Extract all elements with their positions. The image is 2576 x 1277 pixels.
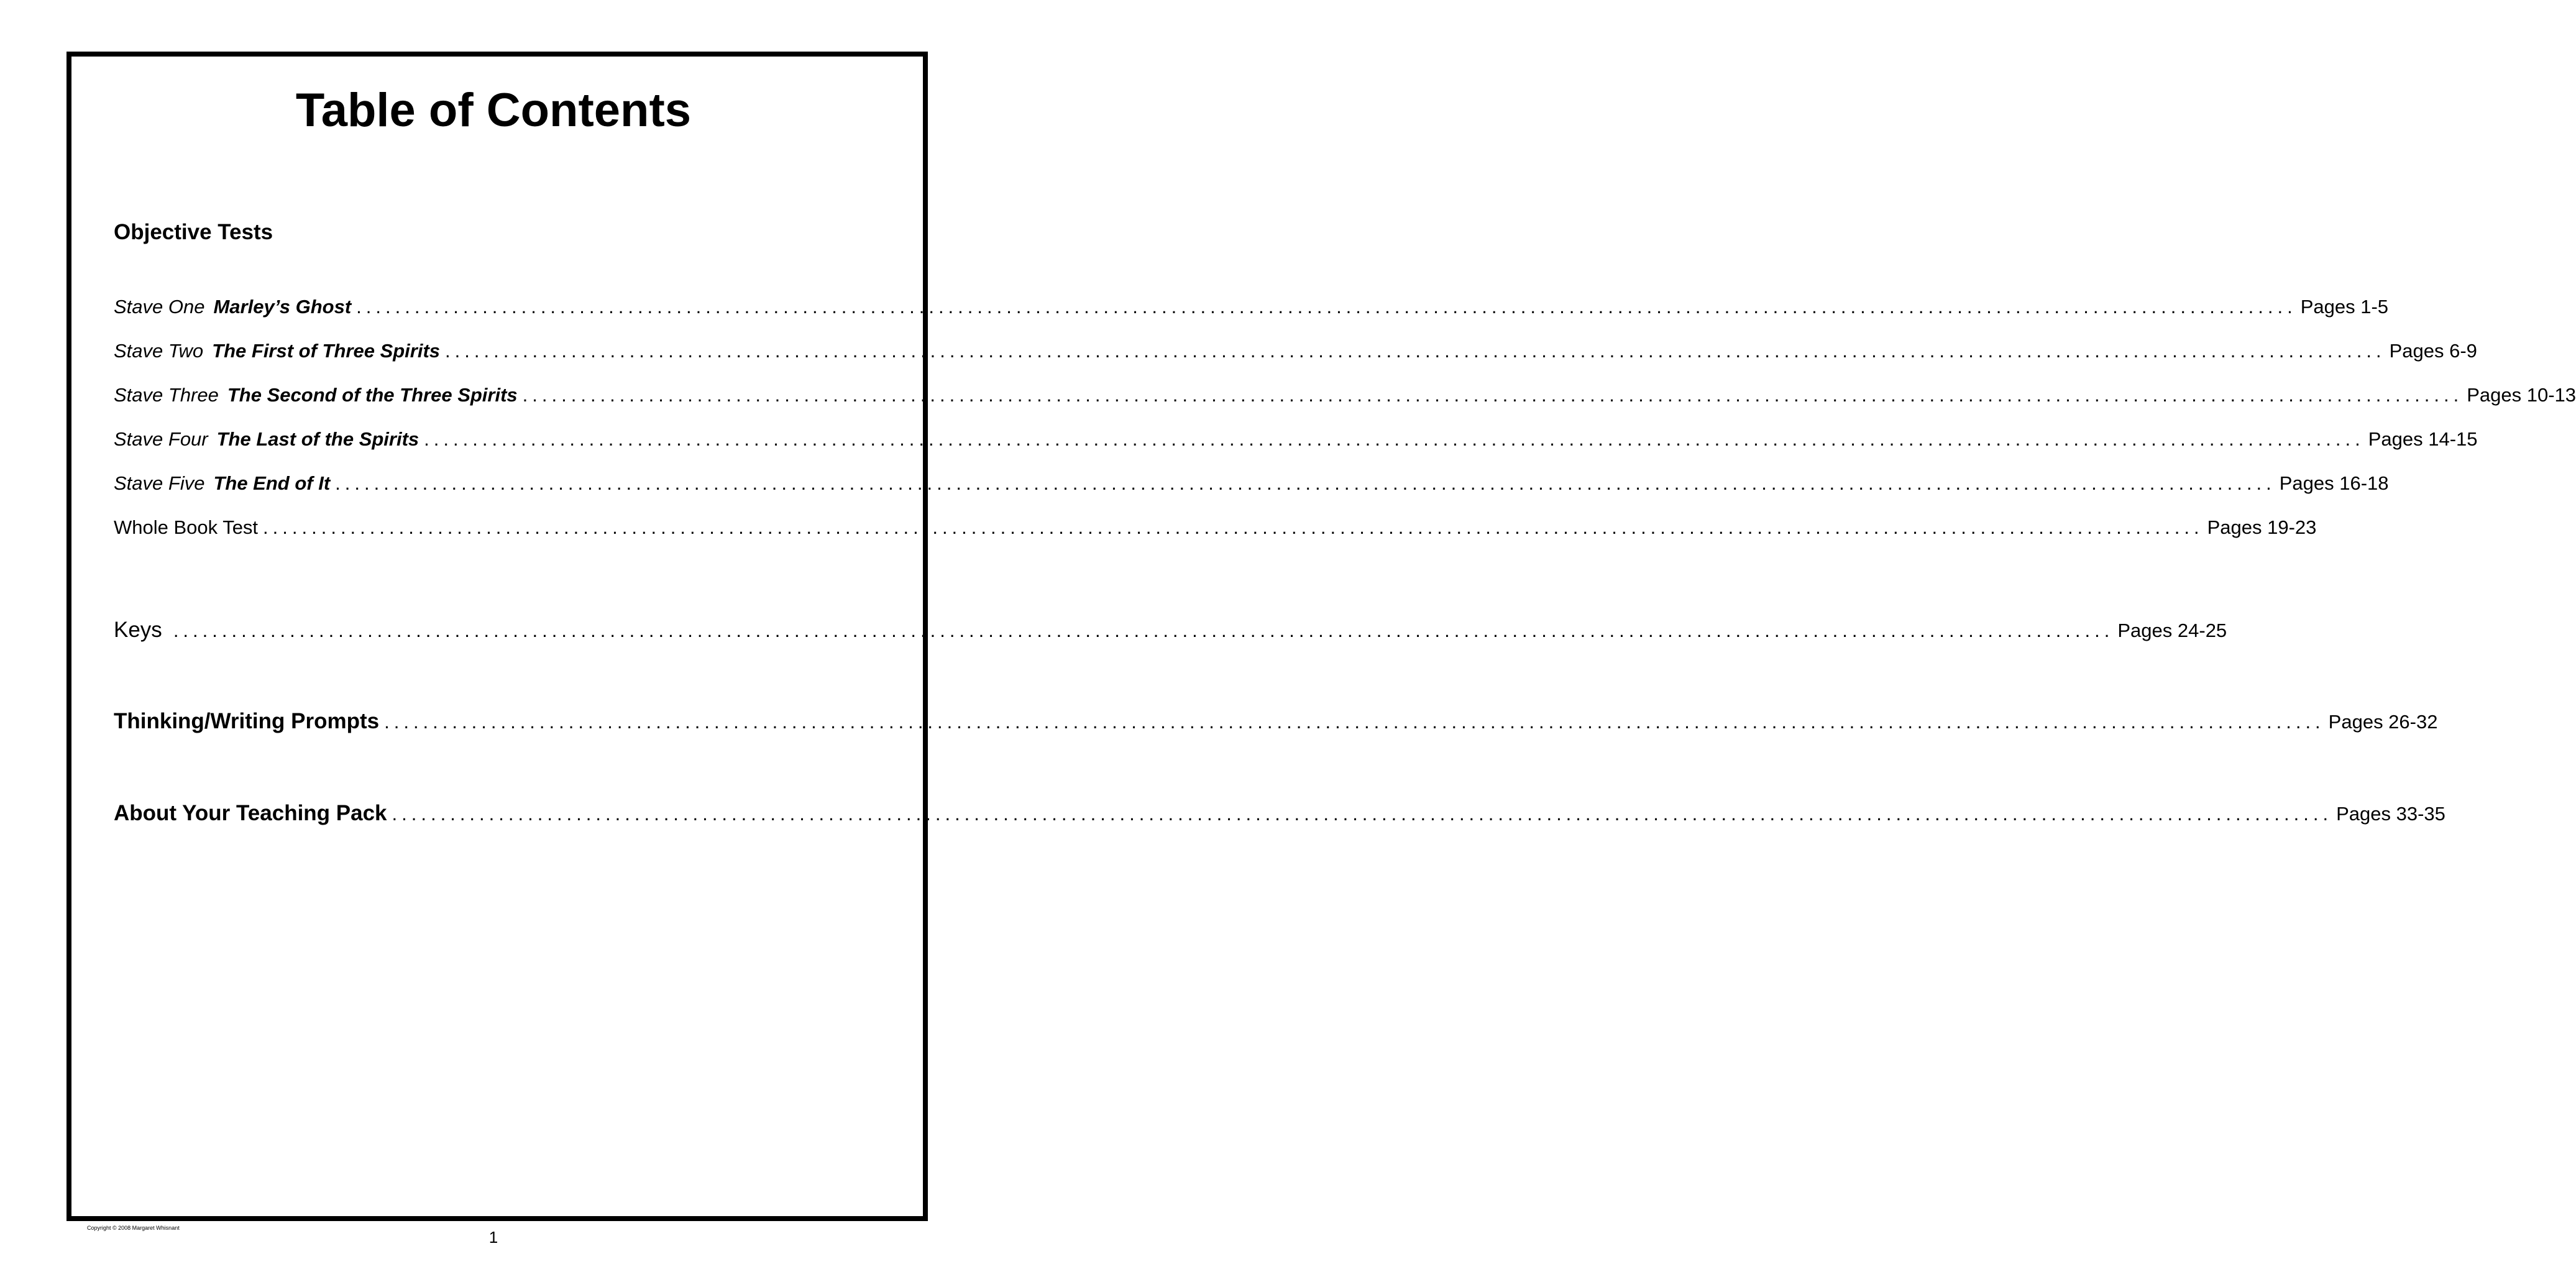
toc-entry-label <box>114 428 419 451</box>
stave-number: Stave Four <box>114 428 208 450</box>
toc-entry-label <box>114 339 440 362</box>
stave-number: Stave One <box>114 296 205 318</box>
dot-leader: ........................................................................................................................................................................................................ <box>522 384 2464 406</box>
stave-number: Stave Two <box>114 340 204 362</box>
toc-entry-about-teaching-pack[interactable] <box>114 800 2445 826</box>
toc-entry-pages: Pages 10-13 <box>2467 384 2576 406</box>
stave-title: Marley’s Ghost <box>213 296 352 318</box>
toc-entry-pages: Pages 16-18 <box>2279 472 2389 494</box>
toc-entry-label: Thinking/Writing Prompts <box>114 709 380 733</box>
toc-entry-pages: Pages 19-23 <box>2207 516 2317 538</box>
toc-entry-label <box>114 383 518 406</box>
toc-entry-pages: Pages 6-9 <box>2389 340 2477 362</box>
toc-entry-pages: Pages 1-5 <box>2300 296 2389 318</box>
dot-leader: ........................................................................................................................................................................................................ <box>173 620 2114 641</box>
section-heading-objective-tests: Objective Tests <box>114 220 273 244</box>
toc-entry-stave-two[interactable] <box>114 339 2477 362</box>
dot-leader: ........................................................................................................................................................................................................ <box>392 803 2333 825</box>
stave-title: The Second of the Three Spirits <box>227 384 518 406</box>
dot-leader: ........................................................................................................................................................................................................ <box>263 516 2204 538</box>
dot-leader: ........................................................................................................................................................................................................ <box>445 340 2386 362</box>
stave-number: Stave Three <box>114 384 219 406</box>
page-number: 1 <box>488 1228 498 1247</box>
toc-entry-pages: Pages 14-15 <box>2368 428 2478 450</box>
dot-leader: ........................................................................................................................................................................................................ <box>335 472 2276 494</box>
stave-title: The First of Three Spirits <box>212 340 441 362</box>
toc-entry-pages: Pages 33-35 <box>2336 803 2445 825</box>
toc-entry-label <box>114 472 330 495</box>
stave-number: Stave Five <box>114 472 205 494</box>
toc-entry-thinking-writing-prompts[interactable] <box>114 708 2438 735</box>
toc-entry-label: Whole Book Test <box>114 516 259 538</box>
toc-entry-stave-three[interactable] <box>114 383 2576 406</box>
toc-entry-label: Keys <box>114 618 162 642</box>
toc-entry-label: About Your Teaching Pack <box>114 801 387 825</box>
toc-entry-stave-four[interactable] <box>114 428 2478 451</box>
toc-entry-pages: Pages 26-32 <box>2328 711 2438 733</box>
toc-entry-whole-book-test[interactable] <box>114 516 2317 539</box>
dot-leader: ........................................................................................................................................................................................................ <box>424 428 2365 450</box>
stave-title: The Last of the Spirits <box>216 428 419 450</box>
toc-entry-keys[interactable] <box>114 617 2227 643</box>
copyright-notice: Copyright © 2008 Margaret Whisnant <box>87 1225 180 1231</box>
dot-leader: ........................................................................................................................................................................................................ <box>384 711 2325 733</box>
toc-entry-stave-five[interactable] <box>114 472 2389 495</box>
toc-entry-label <box>114 295 351 318</box>
toc-entry-stave-one[interactable] <box>114 295 2389 318</box>
stave-title: The End of It <box>213 472 331 494</box>
dot-leader: ........................................................................................................................................................................................................ <box>356 296 2297 318</box>
page-title: Table of Contents <box>295 84 692 137</box>
toc-entry-pages: Pages 24-25 <box>2117 620 2227 641</box>
